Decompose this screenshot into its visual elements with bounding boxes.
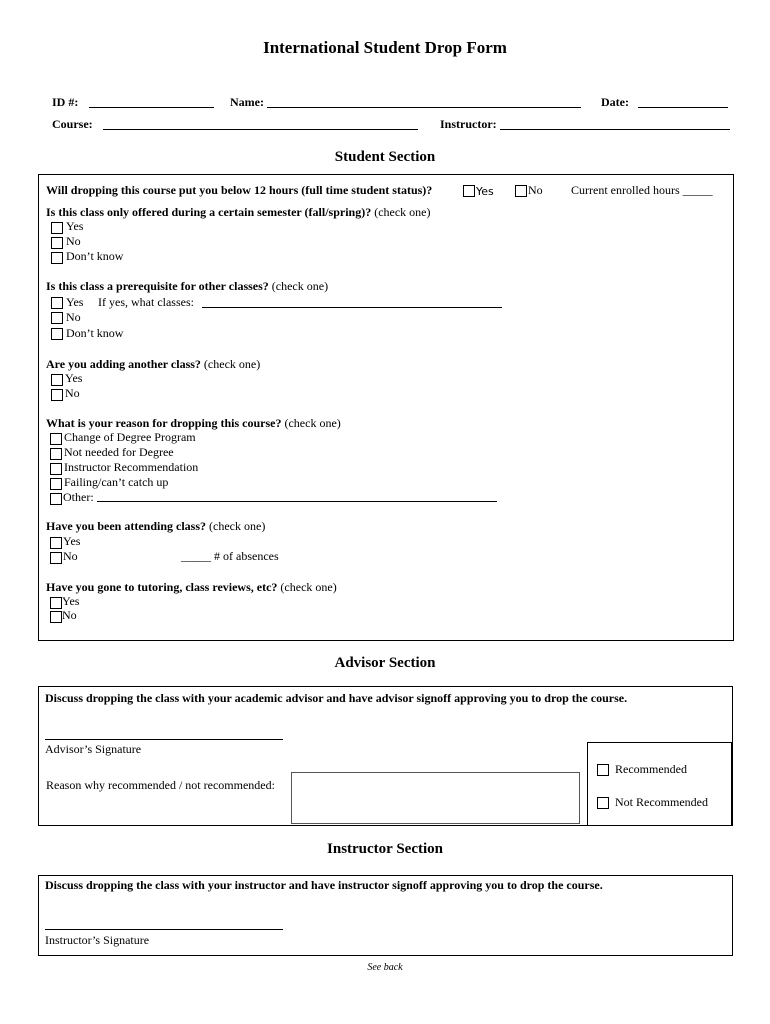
q2-yes-checkbox[interactable] (51, 222, 63, 234)
q4-yes-label: Yes (65, 371, 83, 385)
instructor-field[interactable] (500, 129, 730, 130)
q1-text: Will dropping this course put you below 12 hours (full time student status)? (46, 183, 433, 197)
course-field[interactable] (103, 129, 418, 130)
q5-other-label: Other: (63, 490, 94, 504)
q7-hint: (check one) (277, 580, 337, 594)
q2-hint: (check one) (371, 205, 431, 219)
q6-hint: (check one) (206, 519, 266, 533)
q2-dontknow-label: Don’t know (66, 249, 124, 263)
name-label: Name: (230, 95, 264, 109)
q5-instructor-rec-label: Instructor Recommendation (64, 460, 199, 474)
advisor-section-heading: Advisor Section (334, 655, 436, 671)
q2-no-checkbox[interactable] (51, 237, 63, 249)
q5-change-degree-checkbox[interactable] (50, 433, 62, 445)
q6-yes-label: Yes (63, 534, 81, 548)
reason-textbox[interactable] (291, 772, 580, 824)
q4-yes-checkbox[interactable] (51, 374, 63, 386)
q2-no-label: No (66, 234, 81, 248)
date-field[interactable] (638, 107, 728, 108)
q3-question (46, 279, 328, 294)
q3-text: Is this class a prerequisite for other classes? (46, 279, 269, 293)
q5-failing-label: Failing/can’t catch up (64, 475, 169, 489)
q5-text: What is your reason for dropping this course? (46, 416, 282, 430)
q2-yes-label: Yes (66, 219, 84, 233)
q3-no-checkbox[interactable] (51, 312, 63, 324)
q3-dontknow-checkbox[interactable] (51, 328, 63, 340)
q7-question (46, 580, 337, 595)
q6-text: Have you been attending class? (46, 519, 207, 533)
q6-no-label: No (63, 549, 78, 563)
q5-change-degree-label: Change of Degree Program (64, 430, 196, 444)
q2-text: Is this class only offered during a certain semester (fall/spring)? (46, 205, 372, 219)
recommended-label: Recommended (615, 762, 687, 776)
q4-text: Are you adding another class? (46, 357, 201, 371)
date-label: Date: (601, 95, 629, 109)
q3-no-label: No (66, 310, 81, 324)
q1-yes-label: Yes (476, 185, 494, 198)
q7-no-label: No (62, 608, 77, 622)
q3-hint: (check one) (268, 279, 329, 293)
q6-no-checkbox[interactable] (50, 552, 62, 564)
id-label: ID #: (52, 95, 79, 109)
q1-yes-checkbox[interactable] (463, 185, 475, 197)
q7-text: Have you gone to tutoring, class reviews, etc? (46, 580, 278, 594)
recommendation-box (587, 742, 732, 826)
instructor-signature-line[interactable] (45, 929, 283, 930)
advisor-instruction: Discuss dropping the class with your academic advisor and have advisor signoff approving you to drop the course. (45, 691, 628, 705)
instructor-label: Instructor: (440, 117, 497, 131)
recommended-checkbox[interactable] (597, 764, 609, 776)
q5-failing-checkbox[interactable] (50, 478, 62, 490)
q4-no-label: No (65, 386, 80, 400)
q3-yes-checkbox[interactable] (51, 297, 63, 309)
see-back-note: See back (367, 962, 403, 973)
q6-question (46, 519, 265, 534)
q3-classes-field[interactable] (202, 307, 502, 308)
q5-question (46, 416, 341, 431)
advisor-signature-label: Advisor’s Signature (45, 742, 142, 756)
q5-other-field[interactable] (97, 501, 497, 502)
q5-hint: (check one) (281, 416, 341, 430)
q3-yes-label: Yes (66, 295, 84, 309)
q4-hint: (check one) (200, 357, 261, 371)
instructor-signature-label: Instructor’s Signature (45, 933, 150, 947)
advisor-signature-line[interactable] (45, 739, 283, 740)
q7-no-checkbox[interactable] (50, 611, 62, 623)
q7-yes-label: Yes (62, 594, 80, 608)
q6-yes-checkbox[interactable] (50, 537, 62, 549)
q5-not-needed-label: Not needed for Degree (64, 445, 174, 459)
q3-ifyes-label: If yes, what classes: (98, 295, 194, 309)
not-recommended-label: Not Recommended (615, 795, 708, 809)
q4-no-checkbox[interactable] (51, 389, 63, 401)
enrolled-hours[interactable]: Current enrolled hours _____ (571, 183, 713, 197)
q5-other-checkbox[interactable] (50, 493, 62, 505)
q4-question (46, 357, 260, 372)
q5-not-needed-checkbox[interactable] (50, 448, 62, 460)
instructor-instruction: Discuss dropping the class with your instructor and have instructor signoff approving you to drop the course. (45, 878, 603, 892)
id-field[interactable] (89, 107, 214, 108)
q3-dontknow-label: Don’t know (66, 326, 124, 340)
reason-label: Reason why recommended / not recommended: (46, 778, 275, 792)
q7-yes-checkbox[interactable] (50, 597, 62, 609)
q2-question (46, 205, 431, 220)
course-label: Course: (52, 117, 93, 131)
student-section-box (38, 174, 734, 641)
q1-no-label: No (528, 183, 543, 197)
instructor-section-heading: Instructor Section (327, 841, 443, 857)
q6-absences[interactable]: _____ # of absences (181, 549, 279, 563)
q1-no-checkbox[interactable] (515, 185, 527, 197)
q2-dontknow-checkbox[interactable] (51, 252, 63, 264)
page-title: International Student Drop Form (263, 38, 507, 57)
not-recommended-checkbox[interactable] (597, 797, 609, 809)
student-section-heading: Student Section (334, 149, 436, 165)
name-field[interactable] (267, 107, 581, 108)
q5-instructor-rec-checkbox[interactable] (50, 463, 62, 475)
